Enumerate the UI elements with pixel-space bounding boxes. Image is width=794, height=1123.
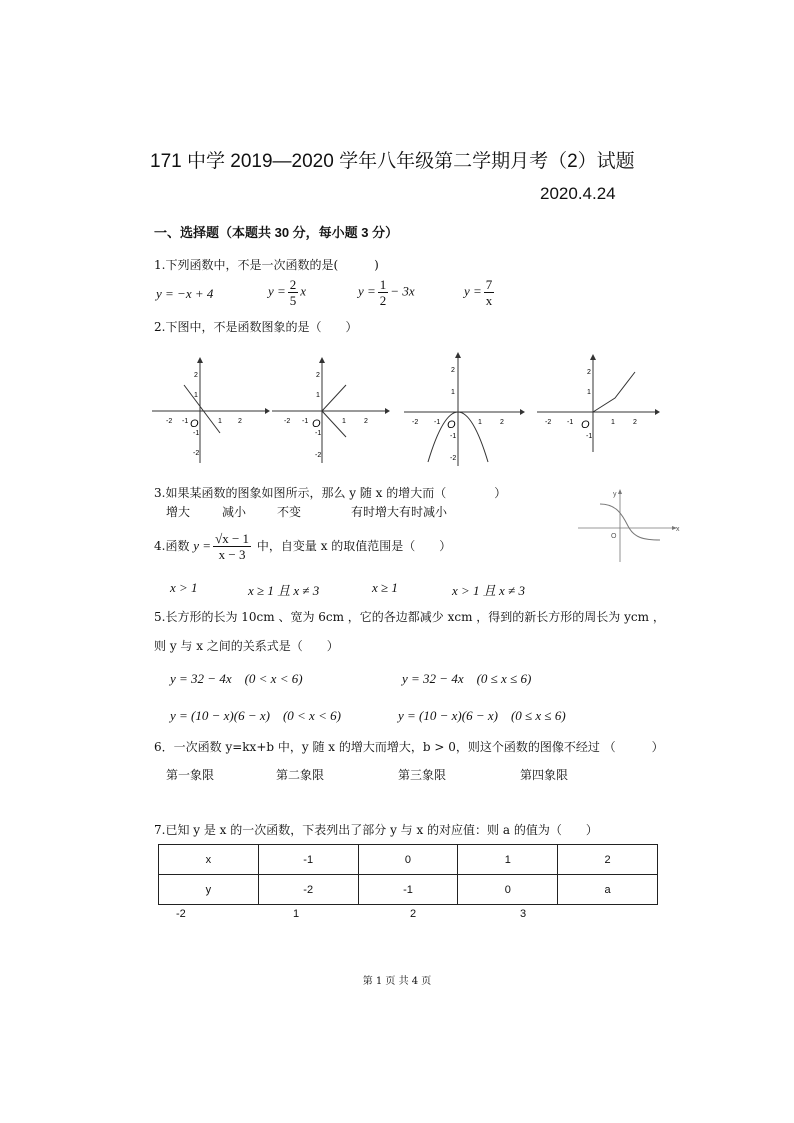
tick-label: 2 bbox=[500, 419, 504, 426]
tick-label: 1 bbox=[342, 418, 346, 425]
q1-option-a: y = −x + 4 bbox=[156, 286, 214, 301]
q4-option-a: x > 1 bbox=[170, 580, 198, 595]
table-cell: -2 bbox=[258, 875, 358, 905]
q1-option-c: y = $\frac{1}{2}$ − 3x bbox=[358, 277, 415, 308]
table-cell: y bbox=[159, 875, 259, 905]
tick-label: -1 bbox=[302, 418, 309, 425]
tick-label: 1 bbox=[587, 389, 591, 396]
q1-option-d: y = $\frac{7}{x}$ bbox=[464, 277, 493, 308]
tick-label: -1 bbox=[450, 433, 457, 440]
q5-option-c: y = (10 − x)(6 − x) (0 < x < 6) bbox=[170, 708, 341, 723]
tick-label: 2 bbox=[587, 369, 591, 376]
tick-label: -1 bbox=[182, 418, 189, 425]
q6-stem: 6．一次函数 y=kx+b 中，y 随 x 的增大而增大，b > 0，则这个函数的图像不经过 （ ） bbox=[154, 740, 664, 754]
q5-stem-line1: 5.长方形的长为 10cm 、宽为 6cm ，它的各边都减少 xcm ，得到的新长方形的周长为 ycm ， bbox=[154, 610, 665, 624]
table-cell: x bbox=[159, 845, 259, 875]
exam-date: 2020.4.24 bbox=[540, 184, 616, 203]
q5-option-d: y = (10 − x)(6 − x) (0 ≤ x ≤ 6) bbox=[398, 708, 566, 723]
q1-option-b: y = $\frac{2}{5}$ x bbox=[268, 277, 307, 308]
origin-label: O bbox=[190, 418, 199, 430]
table-cell: 0 bbox=[458, 875, 558, 905]
origin-label: O bbox=[581, 419, 590, 431]
q2-graph-d bbox=[535, 352, 663, 462]
q6-option-a: 第一象限 bbox=[166, 768, 215, 782]
tick-label: -2 bbox=[450, 455, 457, 462]
q5-stem-line2: 则 y 与 x 之间的关系式是（ ） bbox=[154, 639, 339, 653]
tick-label: 1 bbox=[451, 389, 455, 396]
page-footer: 第 1 页 共 4 页 bbox=[362, 976, 432, 987]
tick-label: 1 bbox=[194, 392, 198, 399]
q3-option-d: 有时增大有时减小 bbox=[351, 505, 448, 519]
table-cell: a bbox=[558, 875, 658, 905]
q7-stem: 7.已知 y 是 x 的一次函数，下表列出了部分 y 与 x 的对应值：则 a 的值为（ ） bbox=[154, 823, 598, 837]
q2-graph-a bbox=[150, 355, 270, 465]
q3-graph bbox=[578, 486, 682, 566]
q7-option-a: -2 bbox=[176, 908, 186, 920]
exam-title: 171 中学 2019—2020 学年八年级第二学期月考（2）试题 bbox=[150, 151, 635, 172]
axis-x-label: x bbox=[676, 526, 680, 533]
origin-label: O bbox=[611, 533, 617, 540]
q3-option-b: 减小 bbox=[222, 505, 247, 519]
tick-label: -2 bbox=[412, 419, 419, 426]
q4-option-b: x ≥ 1 且 x ≠ 3 bbox=[248, 583, 320, 598]
q2-graph-b bbox=[270, 355, 390, 465]
q2-stem: 2.下图中，不是函数图象的是（ ） bbox=[154, 320, 358, 334]
tick-label: -2 bbox=[284, 418, 291, 425]
origin-label: O bbox=[312, 418, 321, 430]
tick-label: 1 bbox=[218, 418, 222, 425]
q3-option-c: 不变 bbox=[277, 505, 302, 519]
tick-label: 2 bbox=[633, 419, 637, 426]
q6-option-d: 第四象限 bbox=[520, 768, 569, 782]
tick-label: -1 bbox=[586, 433, 593, 440]
q6-option-c: 第三象限 bbox=[398, 768, 447, 782]
tick-label: -2 bbox=[193, 450, 200, 457]
tick-label: -2 bbox=[545, 419, 552, 426]
tick-label: -1 bbox=[567, 419, 574, 426]
tick-label: 2 bbox=[194, 372, 198, 379]
q7-option-c: 2 bbox=[410, 908, 417, 920]
origin-label: O bbox=[447, 419, 456, 431]
tick-label: 1 bbox=[478, 419, 482, 426]
q5-option-b: y = 32 − 4x (0 ≤ x ≤ 6) bbox=[402, 671, 532, 686]
table-cell: 1 bbox=[458, 845, 558, 875]
table-row bbox=[159, 845, 658, 875]
tick-label: 1 bbox=[611, 419, 615, 426]
tick-label: 2 bbox=[316, 372, 320, 379]
tick-label: 2 bbox=[364, 418, 368, 425]
table-cell: 0 bbox=[358, 845, 458, 875]
q7-option-d: 3 bbox=[520, 908, 527, 920]
q3-option-a: 增大 bbox=[166, 505, 191, 519]
q4-stem: 4.函数 y = $\frac{√x - 1}{x - 3}$ 中，自变量 x 的取值范围是（ ） bbox=[154, 531, 452, 562]
q1-stem: 1.下列函数中，不是一次函数的是( ) bbox=[154, 258, 379, 272]
tick-label: 2 bbox=[238, 418, 242, 425]
table-cell: -1 bbox=[358, 875, 458, 905]
q2-graph-c bbox=[402, 350, 527, 468]
tick-label: 2 bbox=[451, 367, 455, 374]
tick-label: -2 bbox=[166, 418, 173, 425]
q3-stem: 3.如果某函数的图象如图所示，那么 y 随 x 的增大而（ ） bbox=[154, 486, 507, 500]
tick-label: -1 bbox=[434, 419, 441, 426]
section-heading: 一、选择题（本题共 30 分，每小题 3 分） bbox=[154, 225, 399, 240]
tick-label: 1 bbox=[316, 392, 320, 399]
tick-label: -1 bbox=[193, 430, 200, 437]
q5-option-a: y = 32 − 4x (0 < x < 6) bbox=[170, 671, 303, 686]
tick-label: -2 bbox=[315, 452, 322, 459]
q6-option-b: 第二象限 bbox=[276, 768, 325, 782]
q7-option-b: 1 bbox=[293, 908, 300, 920]
q4-option-d: x > 1 且 x ≠ 3 bbox=[452, 583, 525, 598]
table-cell: -1 bbox=[258, 845, 358, 875]
axis-y-label: y bbox=[613, 491, 617, 498]
q4-option-c: x ≥ 1 bbox=[372, 580, 398, 595]
q7-value-table bbox=[158, 844, 658, 905]
table-row bbox=[159, 875, 658, 905]
table-cell: 2 bbox=[558, 845, 658, 875]
tick-label: -1 bbox=[315, 430, 322, 437]
